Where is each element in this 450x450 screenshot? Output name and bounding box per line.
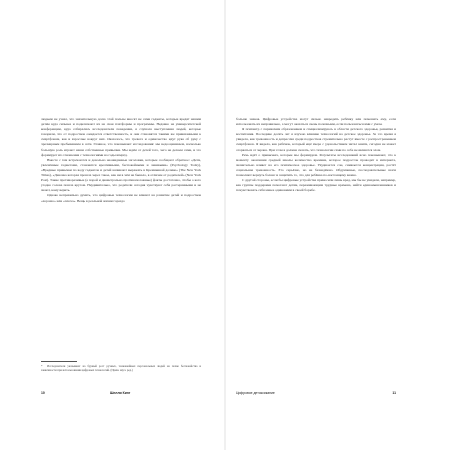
left-running-title: Шелли Кинг (110, 391, 131, 395)
right-paragraph-4: С другой стороны, если бы цифровые устройства приносили лишь вред, мы бы не увидели, например, как группы поддержки помогают детям, переживающим трудные времена, найти единомышленников и почувствовать себя менее одинокими в своей борьбе. (236, 178, 396, 193)
right-running-title: Цифровое детоксикание (236, 391, 275, 395)
left-paragraph-2: Вместе с тем встречаются и довольно неожиданные заголовки, которые сообщают обратное: «Дети, увлечённые гаджетами, становятся креативными, беспокойными и ленивыми» (Psychology Today), «Вредные привычки по воду гаджетов и детей начинают выражать в Кремниевой долине» (The New York Times), «Девочка которая прошла через такое, как ни в чём не бывало, в отличие от родителей» (New York Post). Такие противоречивые (а порой и диаметрально противоположные) факты достаточно, чтобы о кого угодно голова пошла кругом. Неудивительно, что родители сегодня чувствуют себя растерянными и не знают, кому верить. (41, 157, 201, 193)
left-page-number: 10 (41, 391, 45, 395)
left-paragraph-3: Однако неправильно думать, что цифровые технологии не влияют на развитие детей и подростков «хорошо» или «плохо». Вещь в реальной жизни гораздо (41, 193, 201, 203)
footnote-text: Исследователи указывают на бурный рост ручных, тонкошейных персональных людей на почве беспокойства и зависимости при использовании цифровых технологий. (Прим. науч. ред.) (41, 364, 201, 373)
right-paragraph-3: Речь идёт о привычках, которые мы формируем. Результаты исследований ясно показывают, что к моменту окончания средней школы количество времени, которое подросток проводит в интернете, значительно влияет на его психическое здоровье. Ухудшается сон, снижается концентрация, растёт социальная тревожность. Это серьёзно, но не безнадёжно. Обдуманные, последовательные шаги позволяют вернуть баланс и защитить то, что для ребёнка по-настоящему важно. (236, 152, 396, 178)
right-paragraph-2: Я психиатр с парижским образованием и специализируюсь в области детского здоровья, развития и воспитания. Последние десять лет я изучаю влияние технологий на детское здоровье. За это время я увидела, как тревожность и депрессия среди подростков стремительно растут вместе с распространением смартфонов. Я видела, как ребёнок, который ещё вчера с удовольствием читал книги, сегодня не может оторваться от экрана. При этом я должна сказать, что технологии сами по себе не являются злом. (236, 127, 396, 152)
book-gutter (224, 0, 226, 450)
footnote-rule (41, 361, 77, 362)
footnote (41, 364, 201, 372)
footnote-marker: * (41, 364, 43, 368)
left-page-body (41, 117, 201, 204)
left-paragraph-1: людьми не узнал, что значительную долю этой пользы вносят не сами гаджеты, которые вредят нашим детям куда сильнее и подключают их на свои платформы и программы. Недавно на университетской конференции, куда собирались исследователи поведения, я слушала выступления людей, которые говорили, что от подростков ожидается ответственность, и они становятся такими же привязанными к смартфонам, как и взрослые вокруг них. Оказалось, что тревога и одиночество идут рука об руку с чрезмерным пребыванием в сети. Главное, что показывают исследования: мы недооцениваем, насколько большую роль играют наши собственные привычки. Мы ждём от детей того, чего не делаем сами, и это формирует их отношения с технологиями на годы вперёд. (41, 117, 201, 157)
right-page-body (236, 117, 396, 193)
right-page (225, 0, 450, 450)
right-page-number: 11 (392, 391, 396, 395)
right-paragraph-1: больше знаков. Цифровые устройства могут сильно навредить ребёнку или помешать ему, если использовать их неправильно, а могут оказаться очень полезными, если пользоваться ими с умом. (236, 117, 396, 127)
